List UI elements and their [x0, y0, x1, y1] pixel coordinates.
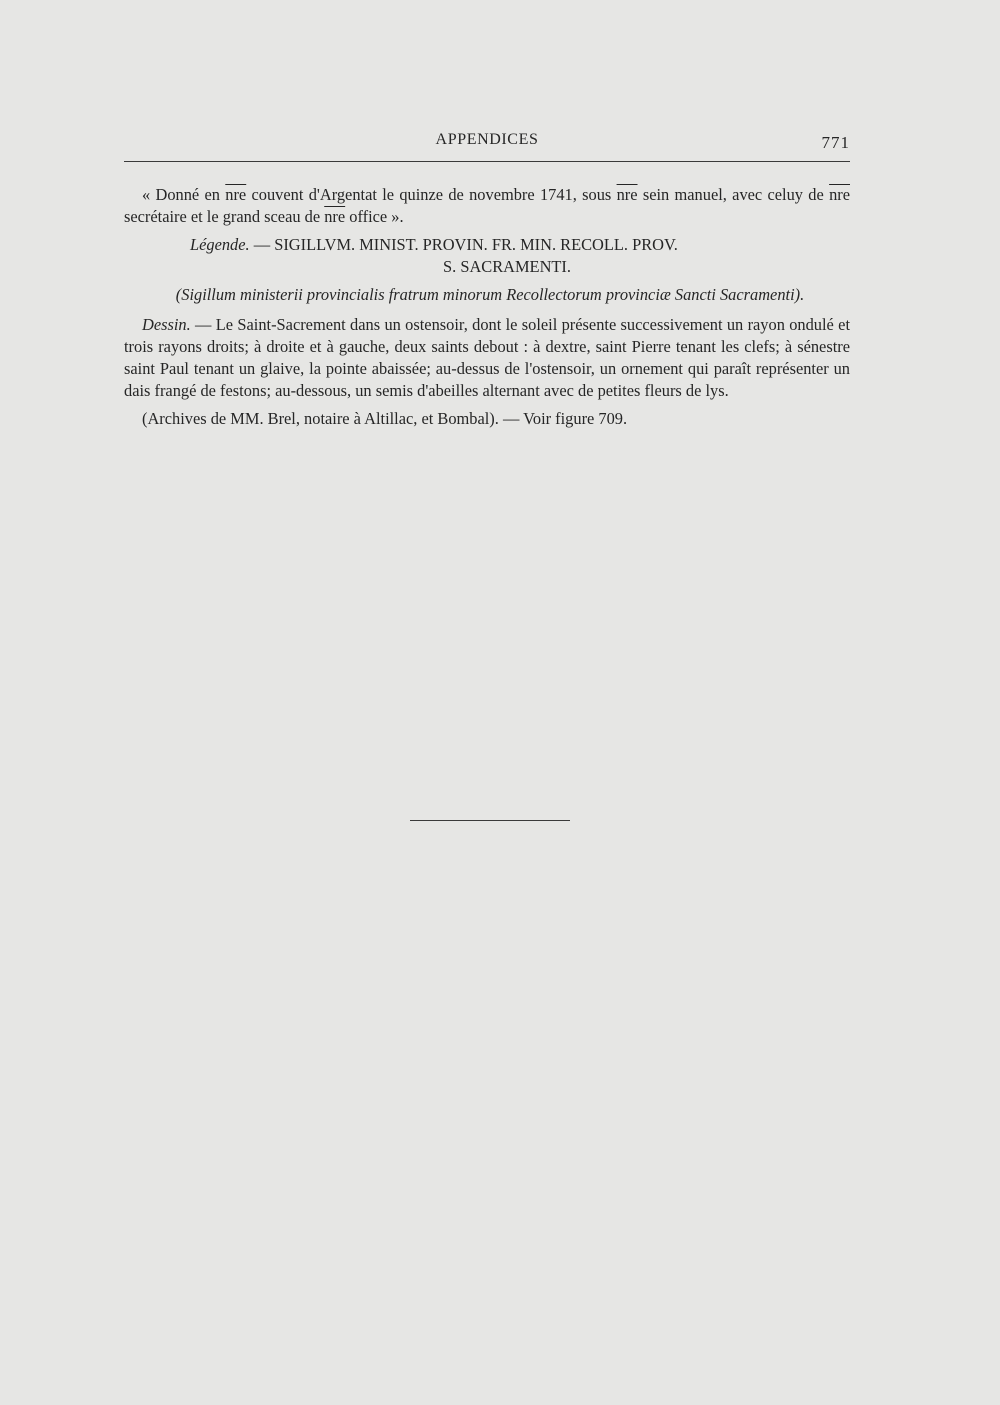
legend-dash: — — [249, 235, 275, 254]
text-run: « Donné en — [142, 185, 226, 204]
text-run: office ». — [345, 207, 404, 226]
main-text — [124, 184, 850, 430]
paragraph-act-quote — [124, 184, 850, 228]
legend-line — [124, 234, 850, 256]
paragraph-dessin — [124, 314, 850, 402]
latin-transcription: (Sigillum ministerii provincialis fratrum minorum Recollectorum provinciæ Sancti Sacramenti). — [175, 285, 805, 304]
running-head — [124, 131, 850, 155]
legend-text-line1: SIGILLVM. MINIST. PROVIN. FR. MIN. RECOLL. PROV. — [274, 235, 678, 254]
running-title: APPENDICES — [435, 131, 539, 148]
legend-text-line2: S. SACRAMENTI. — [443, 257, 571, 276]
text-run: sein manuel, avec celuy de — [637, 185, 830, 204]
header-rule — [124, 161, 850, 162]
abbreviation: $\overline{nre}$ — [829, 185, 850, 204]
end-rule — [410, 820, 570, 821]
abbreviation: $\overline{nre}$ — [616, 185, 638, 204]
text-run: secrétaire et le grand sceau de — [124, 207, 325, 226]
page-number: 771 — [821, 133, 850, 152]
abbreviation: $\overline{nre}$ — [225, 185, 247, 204]
dessin-label: Dessin. — [142, 315, 191, 334]
dessin-text: — Le Saint-Sacrement dans un ostensoir, dont le soleil présente successivement un rayon ondulé et trois rayons droits; à droite et à gauche, deux saints debout : à dextre, saint Pierre tenant les clefs; à sénestre saint Paul tenant un glaive, la pointe abaissée; au-dessus de l'ostensoir, un ornement qui paraît représenter un dais frangé de festons; au-dessous, un semis d'abeilles alternant avec de petites fleurs de lys. — [124, 315, 850, 400]
archives-reference: (Archives de MM. Brel, notaire à Altillac, et Bombal). — Voir figure 709. — [142, 409, 628, 428]
legend-label: Légende. — [190, 235, 250, 254]
abbreviation: $\overline{nre}$ — [324, 207, 346, 226]
text-run: couvent d'Argentat le quinze de novembre 1741, sous — [246, 185, 617, 204]
